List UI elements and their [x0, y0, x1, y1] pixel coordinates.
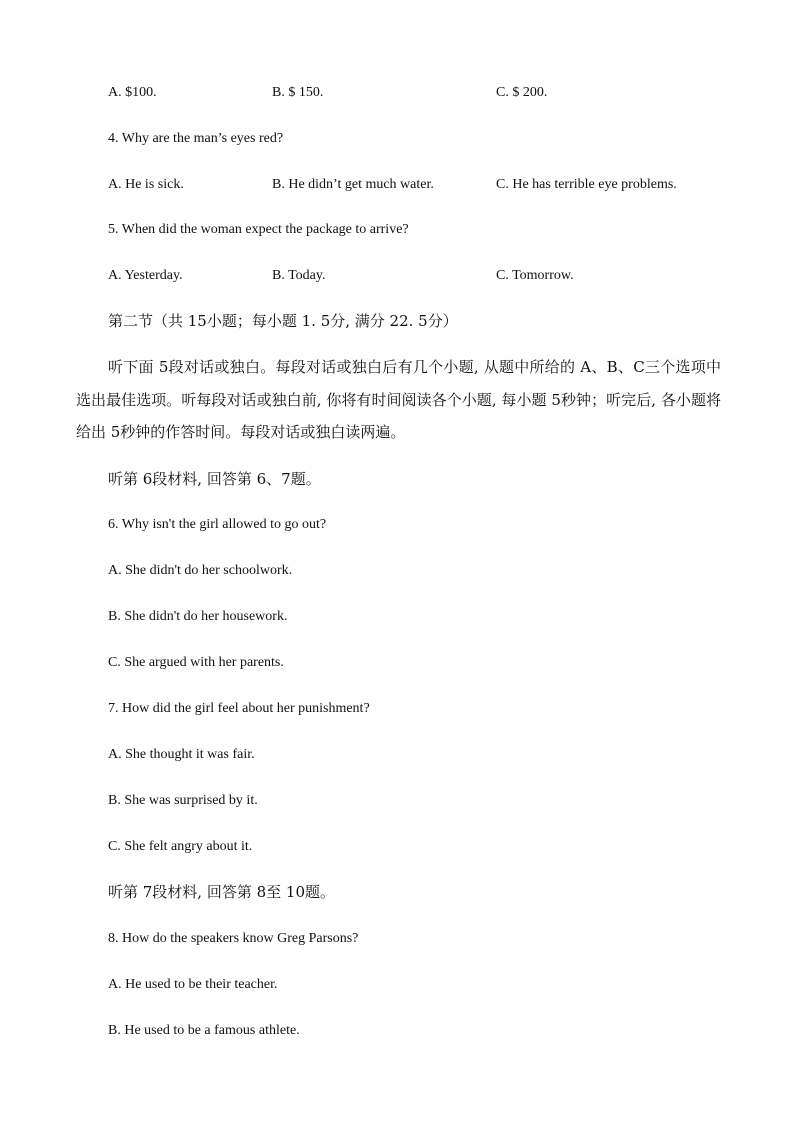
- q5-option-c: C. Tomorrow.: [496, 268, 574, 283]
- q6-question: 6. Why isn't the girl allowed to go out?: [108, 517, 327, 532]
- q7-option-b: B. She was surprised by it.: [108, 793, 258, 808]
- q8-question: 8. How do the speakers know Greg Parsons?: [108, 931, 359, 946]
- material7-heading: 听第 7段材料, 回答第 8至 10题。: [108, 883, 336, 901]
- q5-question: 5. When did the woman expect the package to arrive?: [108, 222, 409, 237]
- q6-option-b: B. She didn't do her housework.: [108, 609, 288, 624]
- material6-heading: 听第 6段材料, 回答第 6、7题。: [108, 470, 321, 488]
- q8-option-a: A. He used to be their teacher.: [108, 977, 278, 992]
- q7-question: 7. How did the girl feel about her punishment?: [108, 701, 370, 716]
- q3-option-b: B. $ 150.: [272, 85, 324, 100]
- q4-option-c: C. He has terrible eye problems.: [496, 177, 677, 192]
- q4-question: 4. Why are the man’s eyes red?: [108, 131, 284, 146]
- q3-option-a: A. $100.: [108, 85, 157, 100]
- section2-heading: 第二节（共 15小题；每小题 1. 5分, 满分 22. 5分）: [108, 312, 458, 330]
- q4-option-b: B. He didn’t get much water.: [272, 177, 434, 192]
- section2-instructions: 听下面 5段对话或独白。每段对话或独白后有几个小题, 从题中所给的 A、B、C三个选项中选出最佳选项。听每段对话或独白前, 你将有时间阅读各个小题, 每小题 5秒钟；听完后, 各小题将给出 5秒钟的作答时间。每段对话或独白读两遍。: [76, 358, 721, 441]
- q6-option-a: A. She didn't do her schoolwork.: [108, 563, 293, 578]
- q5-option-a: A. Yesterday.: [108, 268, 183, 283]
- q5-option-b: B. Today.: [272, 268, 326, 283]
- q7-option-a: A. She thought it was fair.: [108, 747, 255, 762]
- q8-option-b: B. He used to be a famous athlete.: [108, 1023, 300, 1038]
- q3-option-c: C. $ 200.: [496, 85, 548, 100]
- q7-option-c: C. She felt angry about it.: [108, 839, 253, 854]
- q4-option-a: A. He is sick.: [108, 177, 184, 192]
- q6-option-c: C. She argued with her parents.: [108, 655, 284, 670]
